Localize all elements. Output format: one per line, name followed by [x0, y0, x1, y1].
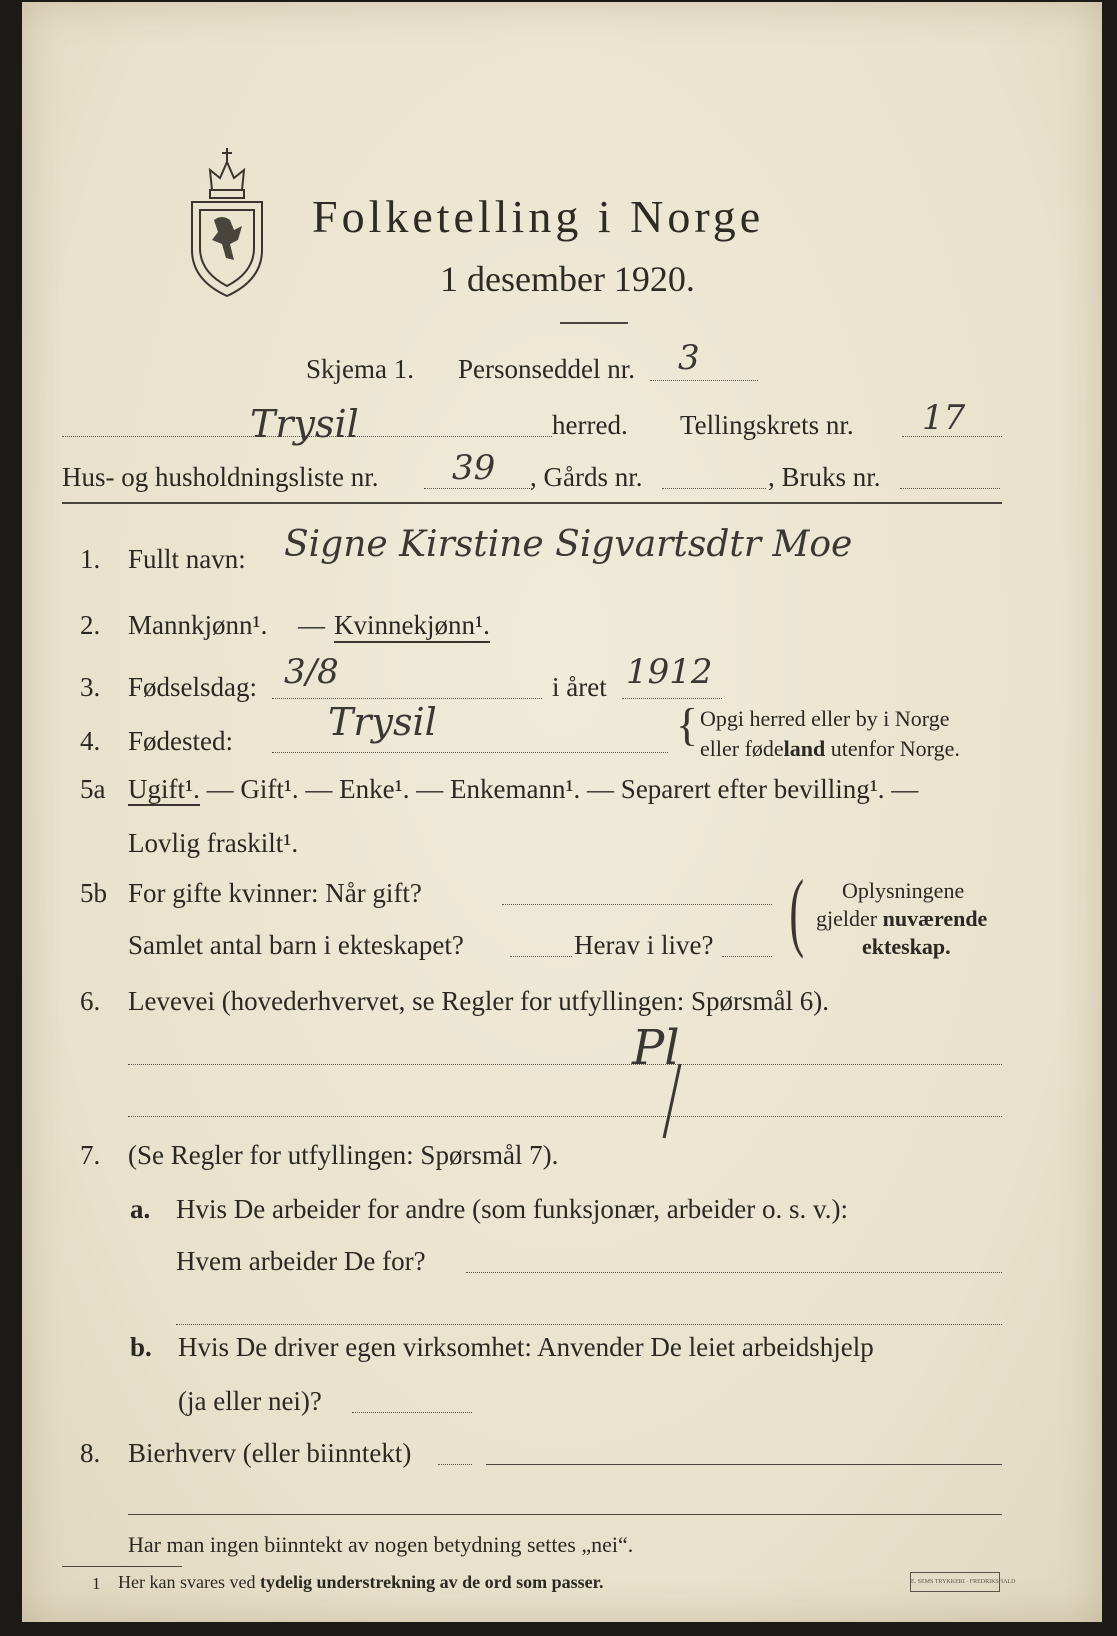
q5a-line2[interactable]: Lovlig fraskilt¹. — [128, 828, 299, 858]
q4-note-line2 — [700, 736, 960, 762]
q4-field[interactable] — [272, 752, 668, 753]
q6-field-line1[interactable] — [128, 1064, 1002, 1065]
q1-number: 1. — [80, 544, 101, 574]
q4-number: 4. — [80, 726, 101, 756]
footnote — [118, 1572, 604, 1593]
q6-number: 6. — [80, 986, 101, 1016]
q4-value: Trysil — [328, 700, 437, 744]
q7b-marker: b. — [130, 1332, 152, 1362]
q5a-ugift[interactable]: Ugift¹. — [128, 774, 200, 804]
tellingskrets-value: 17 — [922, 398, 966, 438]
q1-label: Fullt navn: — [128, 544, 246, 574]
q7a-field-line2[interactable] — [176, 1324, 1002, 1325]
q8-label: Bierhverv (eller biinntekt) — [128, 1438, 412, 1468]
q7-number: 7. — [80, 1140, 101, 1170]
q2-separator: — — [298, 610, 325, 640]
q5b-line2a: Samlet antal barn i ekteskapet? — [128, 930, 464, 960]
tellingskrets-label: Tellingskrets nr. — [680, 410, 854, 440]
q4-brace: { — [676, 699, 699, 750]
census-form — [22, 2, 1102, 1622]
q7b-line1: Hvis De driver egen virksomhet: Anvender De leiet arbeidshjelp — [178, 1332, 874, 1362]
q8-field[interactable] — [486, 1464, 1002, 1465]
q3-field[interactable] — [272, 698, 542, 699]
skjema-label: Skjema 1. — [306, 354, 414, 384]
gards-label: , Gårds nr. — [530, 462, 643, 492]
q4-label: Fødested: — [128, 726, 233, 756]
q6-label: Levevei (hovederhvervet, se Regler for utfyllingen: Spørsmål 6). — [128, 986, 830, 1016]
q3-value: 3/8 — [284, 652, 339, 692]
q3-number: 3. — [80, 672, 101, 702]
q7b-line2: (ja eller nei)? — [178, 1386, 322, 1416]
q7b-field[interactable] — [352, 1412, 472, 1413]
coat-of-arms-icon — [182, 140, 272, 300]
q2-male[interactable]: Mannkjønn¹. — [128, 610, 268, 640]
q6-field-line2[interactable] — [128, 1116, 1002, 1117]
footnote-text-a: Her kan svares ved — [118, 1572, 260, 1592]
q3-year-value: 1912 — [626, 652, 713, 692]
q5b-line2b: Herav i live? — [574, 930, 714, 960]
personseddel-field[interactable] — [650, 380, 758, 381]
hus-value: 39 — [452, 448, 496, 488]
hus-field[interactable] — [424, 488, 532, 489]
q7a-line2: Hvem arbeider De for? — [176, 1246, 426, 1276]
hus-label: Hus- og husholdningsliste nr. — [62, 462, 379, 492]
q5b-alive-field[interactable] — [722, 956, 772, 957]
q5a-number: 5a — [80, 774, 106, 804]
q5a-options — [128, 774, 918, 805]
q1-value: Signe Kirstine Sigvartsdtr Moe — [284, 524, 853, 565]
personseddel-label: Personseddel nr. — [458, 354, 635, 384]
printer-stamp: E. SEMS TRYKKERI · FREDRIKSHALD — [910, 1572, 1000, 1592]
header-rule — [62, 502, 1002, 504]
q7a-line1: Hvis De arbeider for andre (som funksjonær, arbeider o. s. v.): — [176, 1194, 848, 1224]
q5b-note2b: nuværende — [882, 906, 988, 931]
q8-number: 8. — [80, 1438, 101, 1468]
q5b-note1: Oplysningene — [842, 878, 965, 903]
footnote-text-b: tydelig understrekning av de ord som passer. — [259, 1572, 604, 1592]
q5b-line1: For gifte kvinner: Når gift? — [128, 878, 422, 908]
herred-label: herred. — [552, 410, 628, 440]
gards-field[interactable] — [662, 488, 766, 489]
q4-note2b: land — [783, 736, 826, 761]
q6-value: Pl — [632, 1020, 680, 1076]
q8-field-line2[interactable] — [128, 1514, 1002, 1515]
title-divider — [560, 322, 628, 324]
bruks-field[interactable] — [900, 488, 1000, 489]
biinntekt-note: Har man ingen biinntekt av nogen betydning settes „nei“. — [128, 1532, 634, 1557]
q8-field-dots — [438, 1464, 472, 1465]
q7-label: (Se Regler for utfyllingen: Spørsmål 7). — [128, 1140, 559, 1170]
q4-note2c: utenfor Norge. — [825, 736, 960, 761]
personseddel-value: 3 — [678, 338, 700, 378]
form-title: Folketelling i Norge — [312, 191, 765, 242]
q3-year-field[interactable] — [622, 698, 722, 699]
q7a-marker: a. — [130, 1194, 151, 1224]
q5b-number: 5b — [80, 878, 107, 908]
q5b-children-field[interactable] — [510, 956, 572, 957]
q5a-rest[interactable]: — Gift¹. — Enke¹. — Enkemann¹. — Separert efter bevilling¹. — — [199, 774, 919, 804]
q2-female[interactable]: Kvinnekjønn¹. — [334, 610, 490, 643]
footnote-mark: 1 — [92, 1574, 101, 1593]
q5b-when-field[interactable] — [502, 904, 772, 905]
q5b-note3: ekteskap. — [862, 934, 951, 959]
q5b-brace: ( — [789, 863, 804, 960]
form-date: 1 desember 1920. — [440, 259, 695, 299]
q5b-note2a: gjelder — [816, 906, 883, 931]
bruks-label: , Bruks nr. — [768, 462, 881, 492]
herred-value: Trysil — [250, 402, 359, 446]
q3-year-label: i året — [552, 672, 607, 702]
q4-note2a: eller føde — [700, 736, 784, 761]
q2-number: 2. — [80, 610, 101, 640]
q5b-note2 — [816, 906, 987, 932]
q3-label: Fødselsdag: — [128, 672, 258, 702]
q6-pen-stroke — [658, 1062, 688, 1142]
q7a-field[interactable] — [466, 1272, 1002, 1273]
footnote-rule — [62, 1566, 182, 1567]
q4-note-line1: Opgi herred eller by i Norge — [700, 706, 950, 731]
